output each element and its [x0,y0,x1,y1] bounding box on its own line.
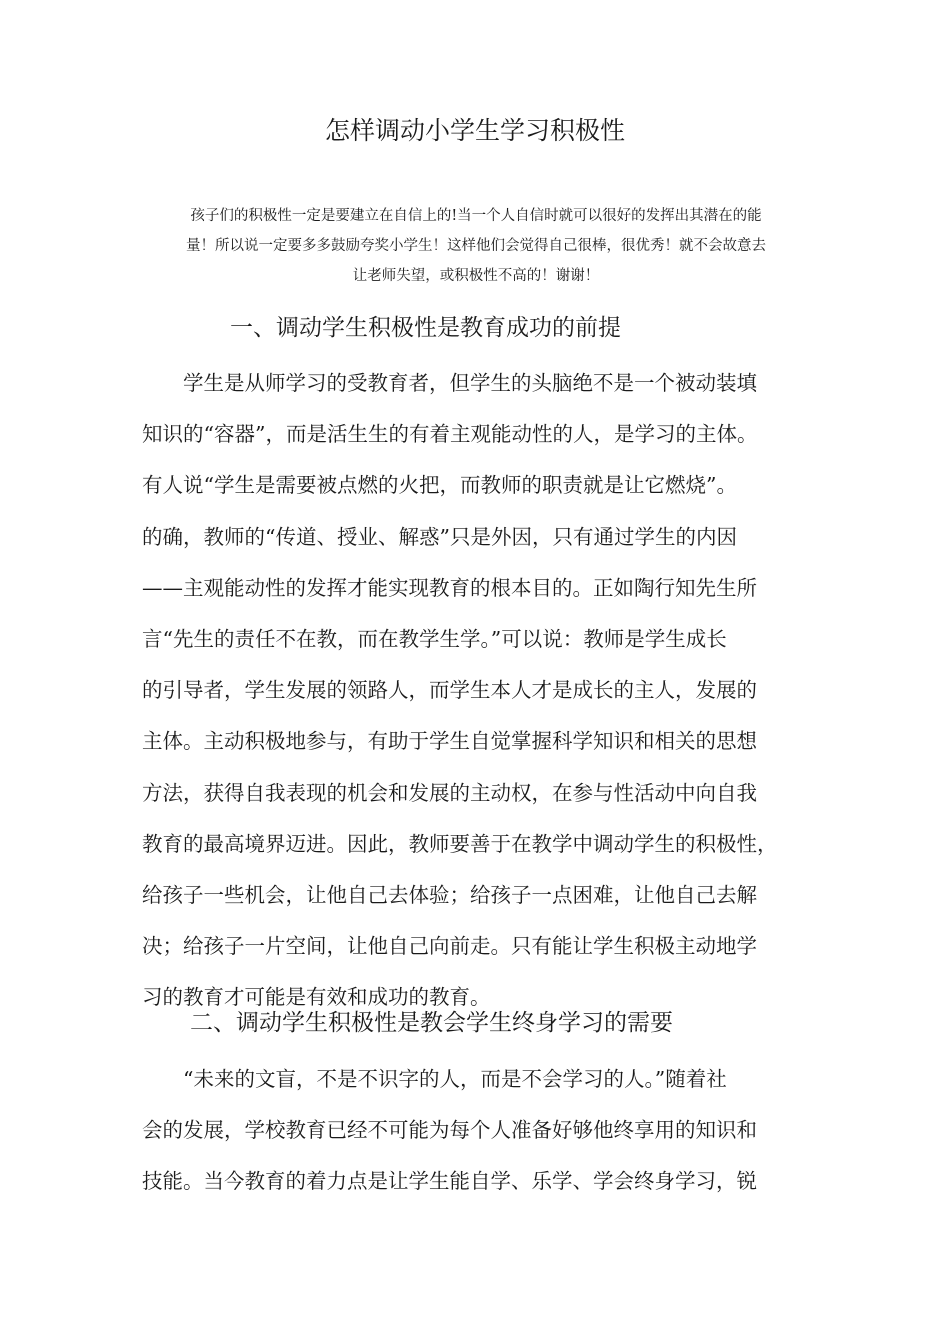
paragraph-line: 的确，教师的“传道、授业、解惑”只是外因，只有通过学生的内因 [142,524,737,549]
paragraph-line: 知识的“容器”，而是活生生的有着主观能动性的人，是学习的主体。 [142,422,758,447]
paragraph-line: 方法，获得自我表现的机会和发展的主动权，在参与性活动中向自我 [142,780,757,805]
section-1-paragraph [142,358,810,1024]
paragraph-line: 习的教育才可能是有效和成功的教育。 [142,985,491,1010]
paragraph-line: “未来的文盲，不是不识字的人，而是不会学习的人。”随着社 [142,1067,727,1091]
paragraph-line: ——主观能动性的发挥才能实现教育的根本目的。正如陶行知先生所 [142,575,757,600]
section-2-heading: 二、调动学生积极性是教会学生终身学习的需要 [190,1010,673,1036]
paragraph-line: 有人说“学生是需要被点燃的火把，而教师的职责就是让它燃烧”。 [142,473,737,498]
section-2-paragraph [142,1054,810,1208]
paragraph-line: 会的发展，学校教育已经不可能为每个人准备好够他终享用的知识和 [142,1118,757,1143]
paragraph-line: 技能。当今教育的着力点是让学生能自学、乐学、学会终身学习，锐 [142,1169,757,1194]
paragraph-line: 教育的最高境界迈进。因此，教师要善于在教学中调动学生的积极性， [142,831,778,856]
intro-paragraph [140,201,812,291]
document-title: 怎样调动小学生学习积极性 [324,116,625,145]
intro-line: 量！所以说一定要多多鼓励夸奖小学生！这样他们会觉得自己很棒，很优秀！就不会故意去 [186,238,766,254]
intro-line: 孩子们的积极性一定是要建立在自信上的!当一个人自信时就可以很好的发挥出其潜在的能 [190,208,762,224]
paragraph-line: 学生是从师学习的受教育者，但学生的头脑绝不是一个被动装填 [142,371,757,395]
intro-line: 让老师失望，或积极性不高的！谢谢！ [352,268,600,284]
paragraph-line: 给孩子一些机会，让他自己去体验；给孩子一点困难，让他自己去解 [142,883,757,908]
paragraph-line: 主体。主动积极地参与，有助于学生自觉掌握科学知识和相关的思想 [142,729,757,754]
paragraph-line: 言“先生的责任不在教，而在教学生学。”可以说：教师是学生成长 [142,627,727,652]
paragraph-line: 的引导者，学生发展的领路人，而学生本人才是成长的主人，发展的 [142,678,757,703]
section-1-heading: 一、调动学生积极性是教育成功的前提 [230,315,621,341]
paragraph-line: 决；给孩子一片空间，让他自己向前走。只有能让学生积极主动地学 [142,934,757,959]
